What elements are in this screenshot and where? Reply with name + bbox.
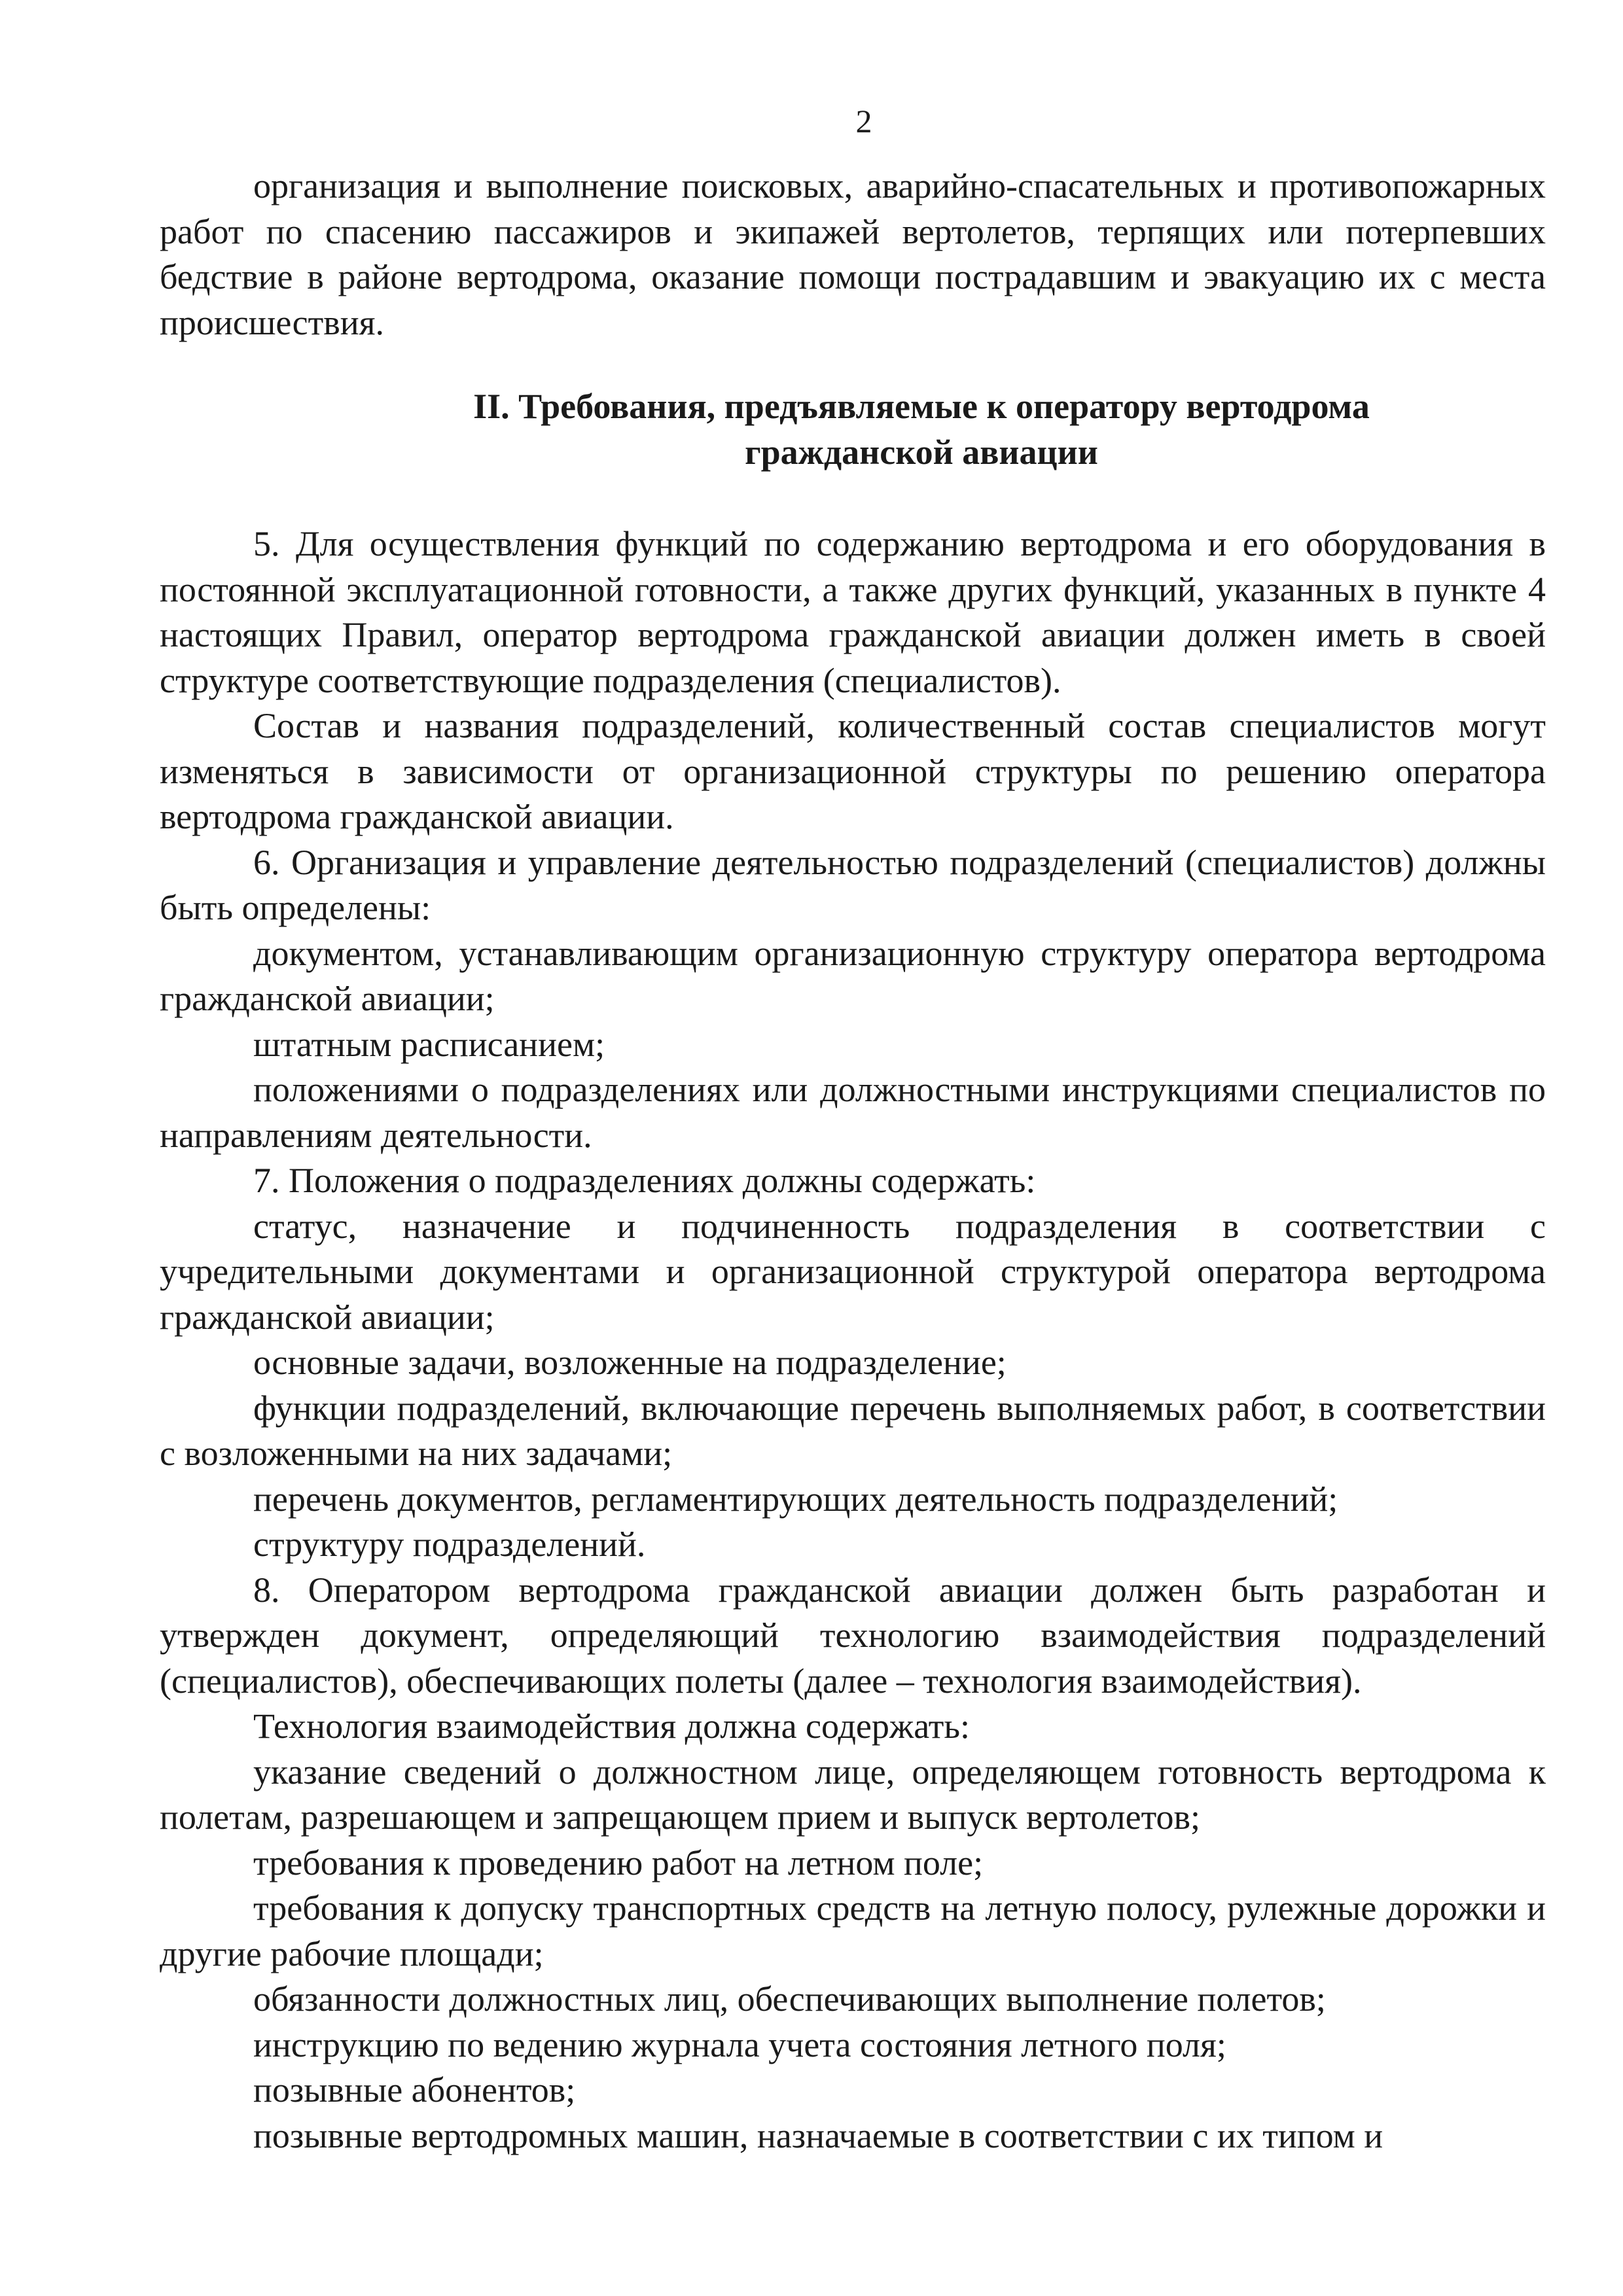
list-item-call-signs: позывные абонентов; [253,2070,576,2110]
document-body [160,164,1546,2159]
section-heading [160,384,1546,475]
paragraph-5: 5. Для осуществления функций по содержанию вертодрома и его оборудования в постоянной эксплуатационной готовности, а также других функций, указанных в пункте 4 настоящих Правил, оператор вертодрома гражданской авиации должен иметь в своей структуре соответствующие подразделения (специалистов). [160,524,1546,700]
page-number: 2 [855,103,872,139]
list-item-functions: функции подразделений, включающие перечень выполняемых работ, в соответствии с возложенными на них задачами; [160,1388,1546,1473]
section-heading-line-1: II. Требования, предъявляемые к оператору вертодрома [473,387,1370,426]
list-item-official: указание сведений о должностном лице, определяющем готовность вертодрома к полетам, разрешающем и запрещающем прием и выпуск вертолетов; [160,1752,1546,1837]
list-item-regulations: положениями о подразделениях или должностными инструкциями специалистов по направлениям деятельности. [160,1070,1546,1155]
paragraph-technology: Технология взаимодействия должна содержать: [253,1706,971,1746]
list-item-status: статус, назначение и подчиненность подразделения в соответствии с учредительными документами и организационной структурой оператора вертодрома гражданской авиации; [160,1206,1546,1337]
list-item-duties: обязанности должностных лиц, обеспечивающих выполнение полетов; [253,1979,1326,2019]
paragraph-8: 8. Оператором вертодрома гражданской авиации должен быть разработан и утвержден документ, определяющий технологию взаимодействия подразделений (специалистов), обеспечивающих полеты (далее – технология взаимодействия). [160,1570,1546,1701]
intro-paragraph: организация и выполнение поисковых, аварийно-спасательных и противопожарных работ по спасению пассажиров и экипажей вертолетов, терпящих или потерпевших бедствие в районе вертодрома, оказание помощи пострадавшим и эвакуацию их с места происшествия. [160,166,1546,342]
section-heading-line-2: гражданской авиации [745,432,1098,472]
list-item-staff-schedule: штатным расписанием; [253,1024,605,1064]
list-item-structure-document: документом, устанавливающим организационную структуру оператора вертодрома гражданской авиации; [160,933,1546,1018]
list-item-main-tasks: основные задачи, возложенные на подразделение; [253,1343,1007,1382]
paragraph-composition: Состав и названия подразделений, количественный состав специалистов могут изменяться в зависимости от организационной структуры по решению оператора вертодрома гражданской авиации. [160,706,1546,836]
list-item-documents: перечень документов, регламентирующих деятельность подразделений; [253,1479,1338,1519]
list-item-journal: инструкцию по ведению журнала учета состояния летного поля; [253,2024,1226,2064]
paragraph-6: 6. Организация и управление деятельностью подразделений (специалистов) должны быть определены: [160,842,1546,927]
list-item-vehicle-call-signs: позывные вертодромных машин, назначаемые в соответствии с их типом и [253,2115,1383,2155]
paragraph-7: 7. Положения о подразделениях должны содержать: [253,1161,1036,1200]
list-item-field-work: требования к проведению работ на летном поле; [253,1843,984,1882]
list-item-vehicle-access: требования к допуску транспортных средств на летную полосу, рулежные дорожки и другие рабочие площади; [160,1888,1546,1973]
list-item-structure: структуру подразделений. [253,1525,646,1564]
